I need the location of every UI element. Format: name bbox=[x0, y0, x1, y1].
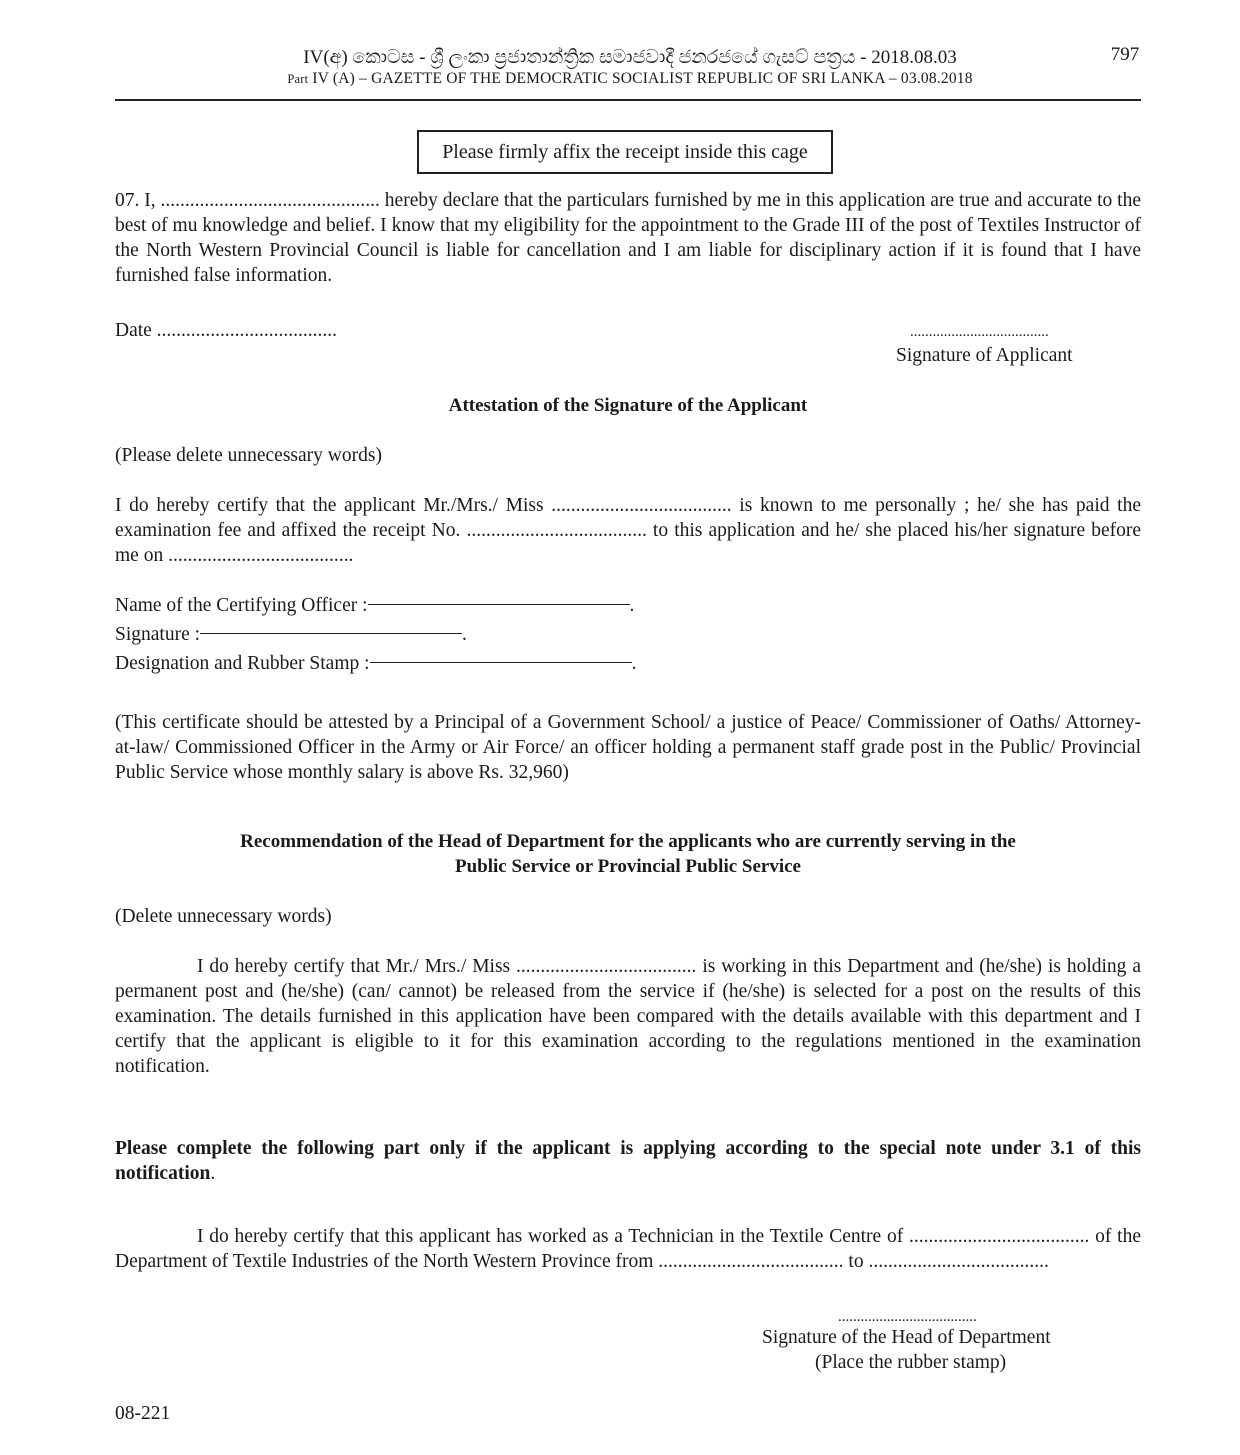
recommendation-heading-line2: Public Service or Provincial Public Service bbox=[455, 856, 801, 877]
receipt-cage-box: Please firmly affix the receipt inside this cage bbox=[417, 130, 833, 174]
applicant-signature-label: Signature of Applicant bbox=[896, 345, 1073, 366]
declaration-paragraph: 07. I, ............................................. hereby declare that the particulars furnished by me in this application are true and accurate to the best of mu knowledge and belief. I know that my eligibility for the appointment to the Grade III of the post of Textiles Instructor of the North Western Provincial Council is liable for cancellation and I am liable for disciplinary action if it is found that I have furnished false information. bbox=[115, 190, 1141, 286]
certifying-officer-name-field bbox=[115, 593, 634, 618]
attestation-heading: Attestation of the Signature of the Applicant bbox=[448, 395, 808, 416]
header-english-line bbox=[200, 70, 1060, 88]
recommendation-heading-line1: Recommendation of the Head of Department for the applicants who are currently serving in the bbox=[240, 831, 1016, 852]
certifying-signature-field bbox=[115, 622, 467, 647]
line-end-period: . bbox=[629, 595, 635, 616]
hod-signature-label: Signature of the Head of Department bbox=[762, 1327, 1051, 1348]
special-note-bold-text: Please complete the following part only if the applicant is applying according to the special note under 3.1 of this notification bbox=[115, 1138, 1141, 1184]
attestation-eligibility-note: (This certificate should be attested by a Principal of a Government School/ a justice of Peace/ Commissioner of Oaths/ Attorney- at-law/ Commissioned Officer in the Army or Air Force/ an officer holding a permanent staff grade post in the Public/ Provincial Public Service whose monthly salary is above Rs. 32,960) bbox=[115, 712, 1141, 783]
designation-stamp-field bbox=[115, 651, 636, 676]
certifying-officer-name-label: Name of the Certifying Officer : bbox=[115, 595, 368, 616]
footer-code: 08-221 bbox=[115, 1403, 171, 1424]
recommendation-paragraph: I do hereby certify that Mr./ Mrs./ Miss ..................................... is working in this Department and (he/she) is holding a permanent post and (he/she) (can/ cannot) be released from the service if (he/she) is selected for a post on the results of this examination. The details furnished in this application have been compared with the details available with this department and I certify that the applicant is eligible to it for this examination according to the regulations mentioned in the examination notification. bbox=[115, 956, 1141, 1077]
designation-stamp-line bbox=[370, 662, 632, 663]
attestation-certify-paragraph: I do hereby certify that the applicant Mr./Mrs./ Miss ..................................... is known to me personally ; he/ she has paid the examination fee and affixed the receipt No. ..................................... to this application and he/ she placed his/her signature before me on ...................................... bbox=[115, 495, 1141, 566]
header-divider bbox=[115, 99, 1141, 101]
line-end-period: . bbox=[631, 653, 637, 674]
certifying-signature-label: Signature : bbox=[115, 624, 201, 645]
special-note-period: . bbox=[210, 1163, 216, 1184]
technician-certify-paragraph: I do hereby certify that this applicant has worked as a Technician in the Textile Centre of ..................................... of the Department of Textile Industries of the North Western Province from ...................................... to ..................................... bbox=[115, 1226, 1141, 1272]
certifying-signature-line bbox=[200, 633, 462, 634]
special-note-instruction bbox=[115, 1136, 1141, 1186]
rubber-stamp-label: (Place the rubber stamp) bbox=[815, 1352, 1007, 1373]
designation-stamp-label: Designation and Rubber Stamp : bbox=[115, 653, 370, 674]
line-end-period: . bbox=[462, 624, 467, 645]
certifying-officer-name-line bbox=[368, 604, 630, 605]
hod-signature-dots: ..................................... bbox=[838, 1309, 977, 1325]
page-number: 797 bbox=[1110, 44, 1140, 65]
header-part-prefix: Part bbox=[287, 72, 309, 86]
header-sinhala-line: IV(අ) කොටස - ශ්‍රී ලංකා ප්‍රජාතාන්ත්‍රික සමාජවාදී ජනරජයේ ගැසට් පත්‍රය - 2018.08.03 bbox=[303, 47, 957, 68]
header-english-text: IV (A) – GAZETTE OF THE DEMOCRATIC SOCIALIST REPUBLIC OF SRI LANKA – 03.08.2018 bbox=[312, 70, 973, 87]
declaration-date-field: Date ..................................... bbox=[115, 320, 338, 341]
recommendation-note: (Delete unnecessary words) bbox=[115, 906, 332, 927]
attestation-note: (Please delete unnecessary words) bbox=[115, 445, 382, 466]
applicant-signature-dots: ..................................... bbox=[910, 324, 1049, 340]
